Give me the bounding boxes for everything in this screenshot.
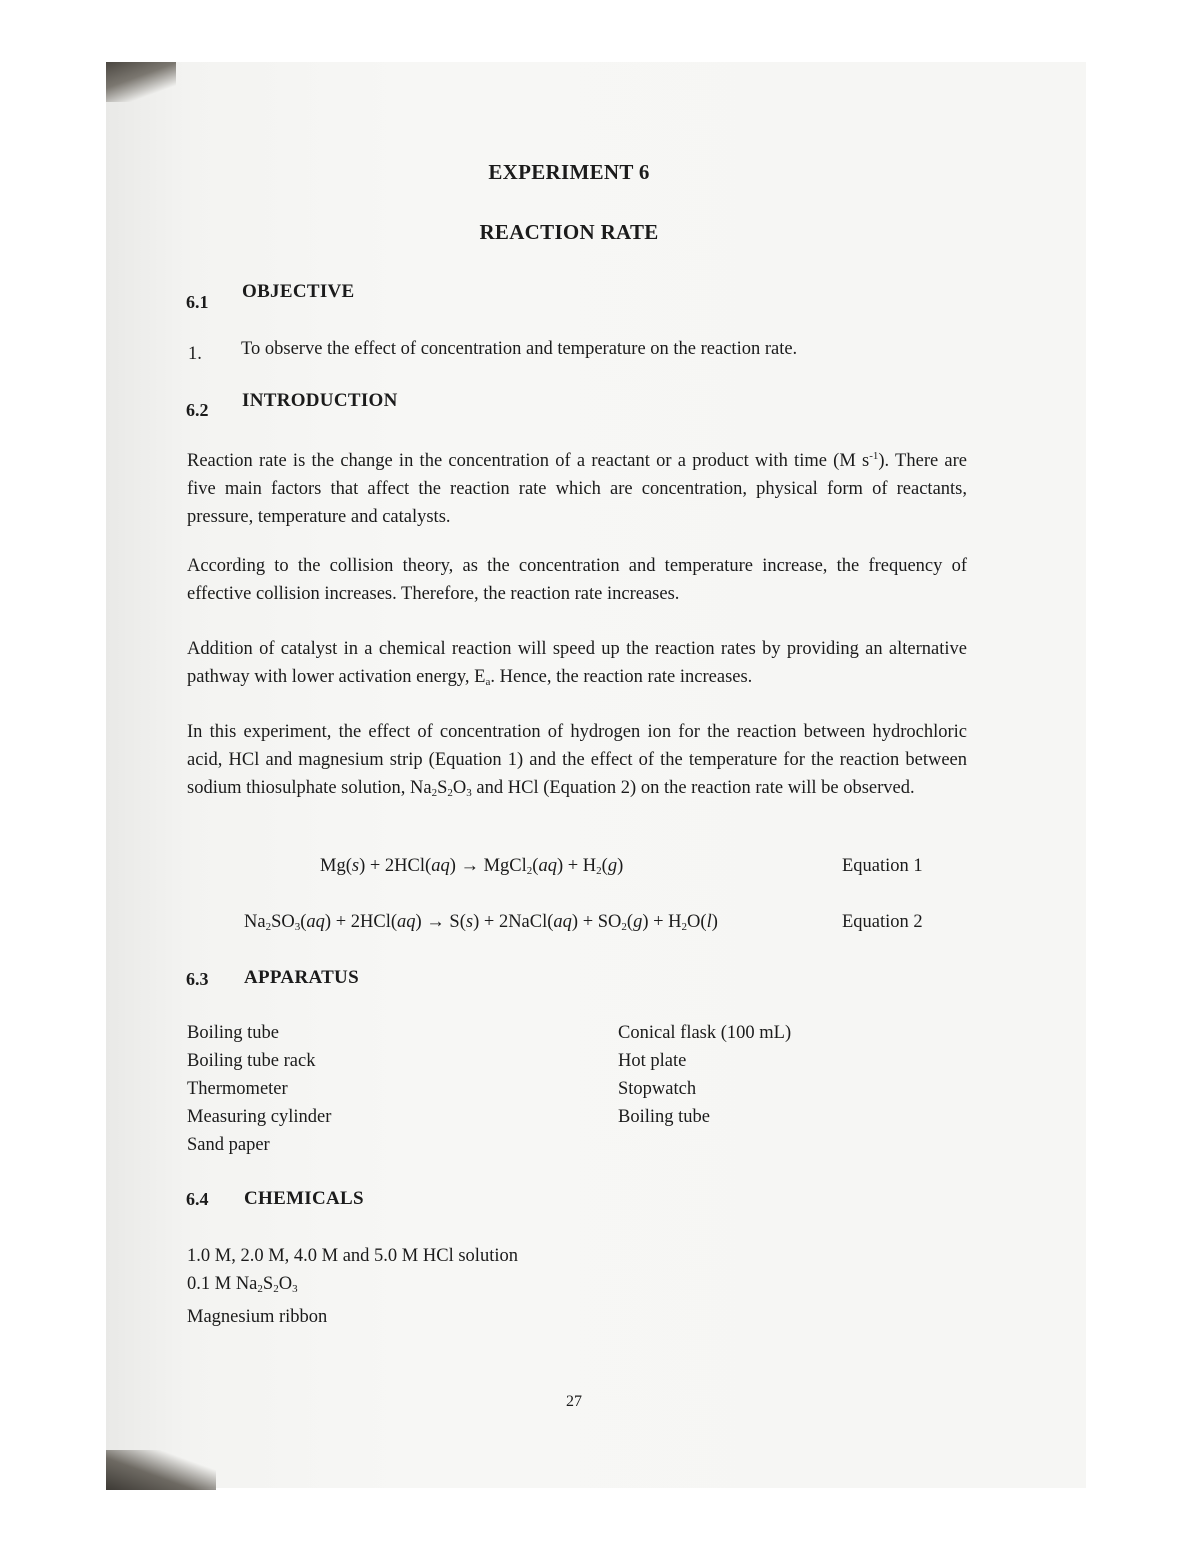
section-heading-chemicals: CHEMICALS [244, 1188, 364, 1209]
binding-shadow-top [106, 62, 176, 102]
list-item: Hot plate [618, 1051, 687, 1071]
intro-paragraph-4: In this experiment, the effect of concentration of hydrogen ion for the reaction between hydrochloric acid, HCl and magnesium strip (Equation 1) and the effect of the temperature for the reaction between sodium thiosulphate solution, $Na_2S_2O_3$ and HCl (Equation 2) on the reaction rate will be observed. [187, 722, 967, 799]
list-item: Stopwatch [618, 1079, 697, 1099]
apparatus-list-right [618, 1019, 791, 1131]
list-item: Sand paper [187, 1135, 270, 1155]
section-heading-apparatus: APPARATUS [244, 967, 359, 988]
list-item: Thermometer [187, 1079, 288, 1099]
intro-paragraph-2: According to the collision theory, as the concentration and temperature increase, the frequency of effective collision increases. Therefore, the reaction rate increases. [187, 556, 967, 604]
experiment-number: EXPERIMENT 6 [488, 160, 650, 184]
section-number-apparatus: 6.3 [186, 969, 209, 989]
section-heading-objective: OBJECTIVE [242, 281, 355, 302]
objective-item-number: 1. [188, 344, 202, 364]
section-number-objective: 6.1 [186, 292, 209, 312]
binding-shadow-bottom [106, 1450, 216, 1490]
apparatus-list-left [187, 1019, 331, 1159]
intro-paragraph-1: Reaction rate is the change in the concentration of a reactant or a product with time (M $s^{-1}$). There are five main factors that affect the reaction rate which are concentration, physical form of reactants, pressure, temperature and catalysts. [187, 450, 967, 527]
equation-1-label: Equation 1 [842, 856, 923, 876]
objective-item-text: To observe the effect of concentration and temperature on the reaction rate. [241, 339, 798, 359]
chemicals-list [187, 1242, 518, 1331]
equation-1: Mg(s) + 2HCl(aq) → MgCl$_2$(aq) + $H_2(g)$ [320, 856, 624, 877]
list-item: 0.1 M $Na_2S_2O_3$ [187, 1274, 298, 1295]
equation-2: $Na_2SO_3(aq) + 2HCl(aq) \to S(s)$ + 2NaCl(aq) + $SO_2(g) + H_2O(l)$ [244, 912, 718, 933]
equation-2-label: Equation 2 [842, 912, 923, 932]
list-item: Measuring cylinder [187, 1107, 332, 1127]
page-title: REACTION RATE [479, 220, 659, 244]
section-heading-introduction: INTRODUCTION [242, 390, 398, 411]
list-item: Conical flask (100 mL) [618, 1023, 792, 1043]
list-item: Boiling tube rack [187, 1051, 316, 1071]
section-number-introduction: 6.2 [186, 400, 209, 420]
list-item: Boiling tube [618, 1107, 710, 1127]
list-item: Boiling tube [187, 1023, 279, 1043]
page-number: 27 [566, 1393, 582, 1410]
intro-paragraph-3: Addition of catalyst in a chemical reaction will speed up the reaction rates by providing an alternative pathway with lower activation energy, $E_a$. Hence, the reaction rate increases. [187, 639, 967, 688]
list-item: 1.0 M, 2.0 M, 4.0 M and 5.0 M HCl solution [187, 1246, 518, 1266]
list-item: Magnesium ribbon [187, 1307, 328, 1327]
section-number-chemicals: 6.4 [186, 1189, 209, 1209]
